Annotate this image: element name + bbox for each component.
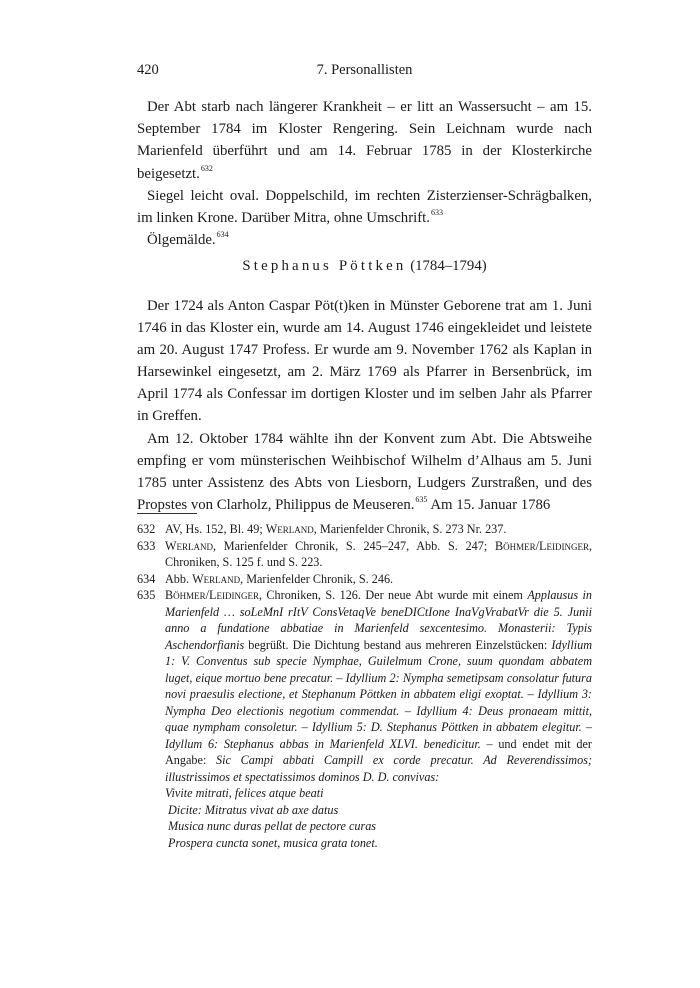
footnote-number: 635 (137, 588, 156, 602)
footnote-634 (137, 571, 592, 588)
verse-line: Dicite: Mitratus vivat ab axe datus (168, 802, 339, 817)
section-heading (137, 258, 592, 275)
paragraph-text: Der 1724 als Anton Caspar Pöt(t)ken in Münster Geborene trat am 1. Juni 1746 in das Kloster ein, wurde am 14. August 1746 eingekleidet und leistete am 20. August 1747 Profess. Er wurde am 9. November 1762 als Kaplan in Harsewinkel eingesetzt, am 2. März 1769 als Pfarrer in Bersenbrück, im April 1774 als Confessar im dortigen Kloster und im selben Jahr als Pfarrer in Greffen. (137, 298, 592, 425)
footnote-ref[interactable]: 634 (216, 230, 229, 240)
footnote-ref[interactable]: 633 (430, 208, 443, 218)
footnote-633 (137, 538, 592, 571)
footnote-text: – und endet mit der Angabe: (165, 736, 592, 767)
running-title: 7. Personallisten (316, 62, 413, 78)
author-name: Werland (265, 522, 314, 536)
footnote-text: AV, Hs. 152, Bl. 49; (165, 522, 266, 536)
footnote-ref[interactable]: 632 (200, 163, 213, 173)
footnote-text: Abb. (165, 571, 193, 586)
paragraph-text: Siegel leicht oval. Doppelschild, im rechten Zisterzienser-Schrägbalken, im linken Krone. Darüber Mitra, ohne Umschrift. (137, 187, 592, 227)
author-name: Böhmer/Leidinger (495, 538, 589, 553)
footnote-divider (137, 513, 197, 514)
author-name: Werland (192, 571, 241, 586)
paragraph (137, 185, 592, 229)
paragraph (137, 295, 592, 428)
footnote-text: , Marienfelder Chronik, S. 245–247, Abb. S. 247; (213, 538, 495, 553)
verse-line: Musica nunc duras pellat de pectore curas (168, 819, 377, 833)
paragraph (137, 428, 592, 516)
footnote-number: 633 (137, 538, 156, 553)
footnote-ref[interactable]: 635 (415, 494, 428, 504)
footnote-text: , Marienfelder Chronik, S. 246. (240, 571, 394, 586)
footnote-text: , Chroniken, S. 125 f. und S. 223. (165, 538, 592, 569)
paragraph-text: Der Abt starb nach längerer Krankheit – er litt an Wassersucht – am 15. September 1784 im Kloster Rengering. Sein Leichnam wurde nach Marienfeld überführt und am 14. Februar 1785 in der Klosterkirche beigesetzt. (137, 99, 592, 182)
page-number: 420 (137, 62, 159, 78)
verse-line: Vivite mitrati, felices atque beati (165, 786, 324, 800)
latin-idyllia: Idyllium 1: V. Conventus sub specie Nymphae, Guilelmum Crone, suum quondam abbatem luget, eique mortuo bene precatur. – Idyllium 2: Nympha semetipsam consolatur futura novi praesulis electione, et Stephanum Pöttken in abbatem eligi exoptat. – Idyllium 3: Nympha Deo electionis negotium commendat. – Idyllium 4: Deus pronaeam mittit, quae nympham consoletur. – Idyllium 5: D. Stephanus Pöttken in abbatem elegitur. – Idyllum 6: Stephanus abbas in Marienfeld XLVI. benedicitur. (165, 637, 592, 751)
intro-text (137, 96, 592, 251)
paragraph-text: Ölgemälde. (147, 232, 216, 249)
section-text (137, 295, 592, 516)
abbot-years: (1784–1794) (410, 258, 487, 274)
footnote-632 (137, 521, 592, 538)
paragraph (137, 96, 592, 185)
paragraph-text: Am 15. Januar 1786 (430, 496, 551, 513)
footnotes (137, 521, 592, 851)
footnote-text: begrüßt. Die Dichtung bestand aus mehreren Einzelstücken: (244, 637, 552, 652)
footnote-text: , Marienfelder Chronik, S. 273 Nr. 237. (313, 522, 507, 536)
paragraph-text: Am 12. Oktober 1784 wählte ihn der Konvent zum Abt. Die Abtsweihe empfing er vom münsterischen Weihbischof Wilhelm d’Alhaus am 5. Juni 1785 unter Assistenz des Abts von Liesborn, Ludgers Zurstraßen, und des Propstes von Clarholz, Philippus de Meuseren. (137, 430, 592, 513)
footnote-635 (137, 587, 592, 851)
verse-line: Prospera cuncta sonet, musica grata tonet. (168, 835, 378, 850)
abbot-name: Stephanus Pöttken (242, 258, 407, 274)
paragraph (137, 229, 592, 251)
footnote-text: , Chroniken, S. 126. Der neue Abt wurde mit einem (258, 588, 528, 602)
author-name: Werland (165, 538, 213, 553)
latin-title: Applausus in Marienfeld … soLeMnI rItV ConsVetaqVe beneDICtIone InaVgVrabatVr die 5. Junii anno a fundatione abbatiae in Marienfeld sexcentesimo. Monasterii: Typis Aschendorfianis (165, 588, 593, 652)
footnote-number: 632 (137, 522, 156, 536)
footnote-number: 634 (137, 571, 156, 586)
page-header (137, 62, 592, 82)
author-name: Böhmer/Leidinger (165, 588, 259, 602)
latin-dedication: Sic Campi abbati Campill ex corde precatur. Ad Reverendissimos; illustrissimos et spectatissimos dominos D. D. convivas: (165, 753, 592, 784)
